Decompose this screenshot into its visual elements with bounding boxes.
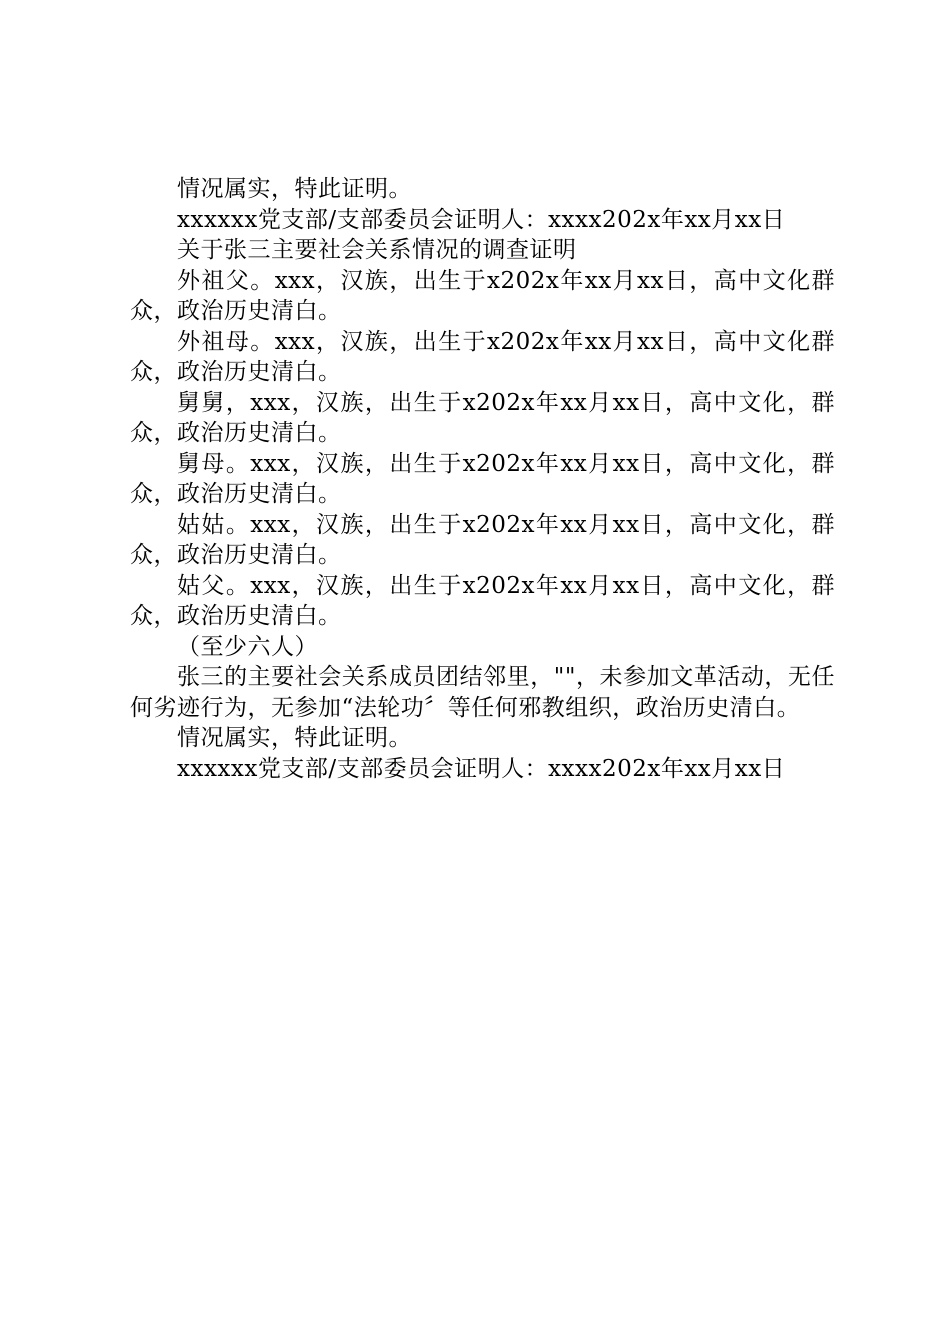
- relative-maternal-grandfather: 外祖父。xxx，汉族，出生于x202x年xx月xx日，高中文化群众，政治历史清白。: [130, 267, 835, 324]
- relative-maternal-grandmother: 外祖母。xxx，汉族，出生于x202x年xx月xx日，高中文化群众，政治历史清白。: [130, 328, 835, 385]
- document-title: 关于张三主要社会关系情况的调查证明: [177, 237, 577, 263]
- summary-paragraph: 张三的主要社会关系成员团结邻里，""，未参加文革活动，无任何劣迹行为，无参加“法轮功〞等任何邪教组织，政治历史清白。: [130, 664, 835, 721]
- relative-paternal-aunt-husband: 姑父。xxx，汉族，出生于x202x年xx月xx日，高中文化，群众，政治历史清白。: [130, 572, 835, 629]
- document-page: [130, 174, 835, 784]
- certification-statement: 情况属实，特此证明。: [177, 176, 412, 202]
- relative-aunt-by-marriage: 舅母。xxx，汉族，出生于x202x年xx月xx日，高中文化，群众，政治历史清白。: [130, 450, 835, 507]
- relative-uncle: 舅舅，xxx，汉族，出生于x202x年xx月xx日，高中文化，群众，政治历史清白。: [130, 389, 835, 446]
- signature-line: xxxxxx党支部/支部委员会证明人：xxxx202x年xx月xx日: [177, 206, 786, 233]
- certification-statement-2: 情况属实，特此证明。: [177, 725, 412, 751]
- relative-paternal-aunt: 姑姑。xxx，汉族，出生于x202x年xx月xx日，高中文化，群众，政治历史清白。: [130, 511, 835, 568]
- signature-line-2: xxxxxx党支部/支部委员会证明人：xxxx202x年xx月xx日: [177, 755, 786, 782]
- note-at-least-six: （至少六人）: [177, 633, 318, 660]
